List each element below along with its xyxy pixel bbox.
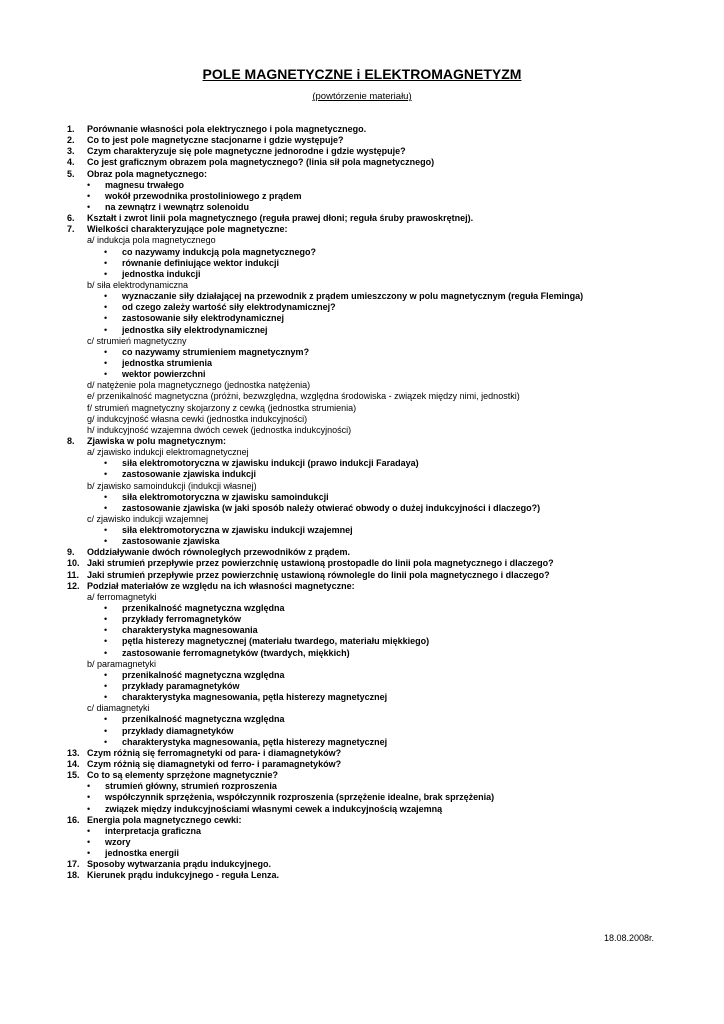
- item-number: 1.: [67, 124, 75, 134]
- bullet-icon: •: [104, 502, 108, 513]
- bullet-icon: •: [104, 714, 108, 725]
- numbered-item: [0, 213, 724, 224]
- question-list: [0, 124, 724, 882]
- bullet-text: współczynnik sprzężenia, współczynnik rozproszenia (sprzężenie idealne, brak sprzężenia): [105, 792, 495, 803]
- sub-item: [0, 481, 724, 492]
- bullet-text: przykłady paramagnetyków: [122, 681, 240, 692]
- item-number: 9.: [67, 547, 75, 558]
- item-number: 11.: [67, 569, 80, 580]
- numbered-item: [0, 135, 724, 146]
- bullet-icon: •: [104, 257, 108, 268]
- bullet-icon: •: [104, 669, 108, 680]
- sub-item-text: c/ zjawisko indukcji wzajemnej: [87, 513, 209, 524]
- item-number: 6.: [67, 213, 75, 224]
- item-number: 3.: [67, 146, 75, 157]
- bullet-item: [0, 525, 724, 536]
- bullet-item: [0, 269, 724, 280]
- sub-item-text: e/ przenikalność magnetyczna (próżni, bezwzględna, względna środowiska - związek między nimi, jednostki): [87, 391, 520, 402]
- item-number: 10.: [67, 558, 80, 569]
- bullet-item: [0, 726, 724, 737]
- bullet-item: [0, 369, 724, 380]
- bullet-icon: •: [104, 625, 108, 636]
- bullet-icon: •: [87, 803, 91, 814]
- bullet-icon: •: [104, 324, 108, 335]
- item-text: Porównanie własności pola elektrycznego i pola magnetycznego.: [87, 124, 367, 134]
- bullet-item: [0, 469, 724, 480]
- bullet-text: zastosowanie siły elektrodynamicznej: [122, 313, 285, 324]
- bullet-icon: •: [104, 614, 108, 625]
- item-text: Co to są elementy sprzężone magnetycznie?: [87, 770, 279, 781]
- bullet-item: [0, 258, 724, 269]
- bullet-text: interpretacja graficzna: [105, 825, 202, 836]
- item-text: Sposoby wytwarzania prądu indukcyjnego.: [87, 859, 272, 870]
- bullet-icon: •: [87, 781, 91, 792]
- bullet-icon: •: [87, 848, 91, 859]
- bullet-text: zastosowanie zjawiska: [122, 536, 220, 547]
- sub-item-text: a/ zjawisko indukcji elektromagnetycznej: [87, 447, 249, 458]
- bullet-icon: •: [87, 179, 91, 190]
- item-number: 5.: [67, 168, 75, 179]
- numbered-item: [0, 558, 724, 569]
- sub-item: [0, 703, 724, 714]
- sub-item: [0, 425, 724, 436]
- bullet-item: [0, 848, 724, 859]
- bullet-text: siła elektromotoryczna w zjawisku indukcji (prawo indukcji Faradaya): [122, 458, 419, 469]
- bullet-item: [0, 325, 724, 336]
- numbered-item: [0, 157, 724, 168]
- sub-item: [0, 403, 724, 414]
- sub-item-text: h/ indukcyjność wzajemna dwóch cewek (jednostka indukcyjności): [87, 424, 352, 435]
- bullet-icon: •: [104, 291, 108, 302]
- bullet-icon: •: [87, 201, 91, 212]
- sub-item-text: b/ zjawisko samoindukcji (indukcji własnej): [87, 480, 257, 491]
- item-text: Oddziaływanie dwóch równoległych przewodników z prądem.: [87, 547, 351, 558]
- item-text: Co to jest pole magnetyczne stacjonarne i gdzie występuje?: [87, 135, 344, 146]
- bullet-item: [0, 536, 724, 547]
- item-text: Jaki strumień przepływie przez powierzchnię ustawioną prostopadle do linii pola magnetycznego i dlaczego?: [87, 558, 554, 569]
- bullet-text: na zewnątrz i wewnątrz solenoidu: [105, 201, 250, 212]
- bullet-item: [0, 458, 724, 469]
- bullet-item: [0, 692, 724, 703]
- bullet-text: związek między indukcyjnościami własnymi cewek a indukcyjnością wzajemną: [105, 803, 443, 814]
- sub-item: [0, 659, 724, 670]
- bullet-text: jednostka strumienia: [122, 357, 213, 368]
- numbered-item: [0, 770, 724, 781]
- numbered-item: [0, 146, 724, 157]
- bullet-icon: •: [104, 647, 108, 658]
- bullet-text: pętla histerezy magnetycznej (materiału twardego, materiału miękkiego): [122, 636, 430, 647]
- sub-item: [0, 414, 724, 425]
- bullet-icon: •: [104, 346, 108, 357]
- bullet-text: przenikalność magnetyczna względna: [122, 603, 285, 614]
- bullet-item: [0, 191, 724, 202]
- numbered-item: [0, 748, 724, 759]
- sub-item-text: c/ diamagnetyki: [87, 703, 150, 714]
- bullet-item: [0, 681, 724, 692]
- item-text: Jaki strumień przepływie przez powierzchnię ustawioną równolegle do linii pola magnetycznego i dlaczego?: [87, 569, 550, 580]
- bullet-text: jednostka siły elektrodynamicznej: [122, 324, 268, 335]
- bullet-item: [0, 492, 724, 503]
- numbered-item: [0, 124, 724, 135]
- bullet-icon: •: [104, 458, 108, 469]
- item-number: 4.: [67, 157, 75, 168]
- bullet-item: [0, 781, 724, 792]
- bullet-item: [0, 347, 724, 358]
- numbered-item: [0, 169, 724, 180]
- numbered-item: [0, 581, 724, 592]
- bullet-text: siła elektromotoryczna w zjawisku samoindukcji: [122, 491, 329, 502]
- item-number: 14.: [67, 759, 80, 770]
- bullet-text: przenikalność magnetyczna względna: [122, 669, 285, 680]
- bullet-text: równanie definiujące wektor indukcji: [122, 257, 280, 268]
- bullet-item: [0, 714, 724, 725]
- numbered-item: [0, 436, 724, 447]
- item-number: 13.: [67, 747, 80, 758]
- bullet-icon: •: [104, 692, 108, 703]
- bullet-text: zastosowanie zjawiska indukcji: [122, 469, 257, 480]
- bullet-item: [0, 603, 724, 614]
- bullet-text: siła elektromotoryczna w zjawisku indukcji wzajemnej: [122, 525, 353, 536]
- item-number: 15.: [67, 770, 80, 781]
- item-text: Kierunek prądu indukcyjnego - reguła Lenza.: [87, 870, 280, 881]
- document-subtitle: (powtórzenie materiału): [312, 91, 412, 102]
- numbered-item: [0, 570, 724, 581]
- numbered-item: [0, 224, 724, 235]
- item-number: 7.: [67, 224, 75, 235]
- bullet-item: [0, 614, 724, 625]
- item-number: 12.: [67, 580, 80, 591]
- bullet-icon: •: [104, 725, 108, 736]
- sub-item-text: f/ strumień magnetyczny skojarzony z cewką (jednostka strumienia): [87, 402, 357, 413]
- bullet-item: [0, 358, 724, 369]
- bullet-text: wyznaczanie siły działającej na przewodnik z prądem umieszczony w polu magnetycznym (reguła Fleminga): [122, 291, 584, 302]
- item-text: Czym charakteryzuje się pole magnetyczne jednorodne i gdzie występuje?: [87, 146, 406, 157]
- bullet-text: charakterystyka magnesowania, pętla histerezy magnetycznej: [122, 736, 388, 747]
- bullet-item: [0, 737, 724, 748]
- bullet-item: [0, 804, 724, 815]
- bullet-text: wektor powierzchni: [122, 369, 206, 380]
- bullet-text: zastosowanie ferromagnetyków (twardych, miękkich): [122, 647, 350, 658]
- bullet-item: [0, 313, 724, 324]
- item-number: 17.: [67, 859, 80, 870]
- bullet-text: magnesu trwałego: [105, 179, 185, 190]
- item-text: Zjawiska w polu magnetycznym:: [87, 435, 227, 446]
- item-text: Czym różnią się diamagnetyki od ferro- i paramagnetyków?: [87, 759, 342, 770]
- bullet-icon: •: [104, 536, 108, 547]
- numbered-item: [0, 547, 724, 558]
- bullet-icon: •: [104, 302, 108, 313]
- bullet-item: [0, 291, 724, 302]
- bullet-item: [0, 837, 724, 848]
- bullet-icon: •: [87, 837, 91, 847]
- item-text: Kształt i zwrot linii pola magnetycznego (reguła prawej dłoni; reguła śruby prawoskrętnej).: [87, 213, 474, 224]
- bullet-item: [0, 826, 724, 837]
- numbered-item: [0, 859, 724, 870]
- bullet-item: [0, 302, 724, 313]
- bullet-item: [0, 202, 724, 213]
- item-number: 8.: [67, 435, 75, 446]
- sub-item: [0, 280, 724, 291]
- numbered-item: [0, 759, 724, 770]
- bullet-text: przenikalność magnetyczna względna: [122, 714, 285, 725]
- bullet-text: zastosowanie zjawiska (w jaki sposób należy otwierać obwody o dużej indukcyjności i dlaczego?): [122, 502, 541, 513]
- bullet-item: [0, 180, 724, 191]
- bullet-icon: •: [87, 825, 91, 836]
- item-text: Obraz pola magnetycznego:: [87, 168, 208, 179]
- bullet-item: [0, 503, 724, 514]
- bullet-icon: •: [104, 313, 108, 324]
- bullet-icon: •: [104, 603, 108, 614]
- numbered-item: [0, 870, 724, 881]
- item-text: Co jest graficznym obrazem pola magnetycznego? (linia sił pola magnetycznego): [87, 157, 435, 168]
- item-text: Wielkości charakteryzujące pole magnetyczne:: [87, 224, 288, 235]
- bullet-icon: •: [104, 491, 108, 502]
- bullet-item: [0, 670, 724, 681]
- bullet-text: charakterystyka magnesowania: [122, 625, 258, 636]
- bullet-icon: •: [104, 736, 108, 747]
- bullet-text: co nazywamy indukcją pola magnetycznego?: [122, 246, 317, 257]
- sub-item-text: g/ indukcyjność własna cewki (jednostka indukcyjności): [87, 413, 308, 424]
- bullet-text: od czego zależy wartość siły elektrodynamicznej?: [122, 302, 336, 313]
- item-text: Podział materiałów ze względu na ich własności magnetyczne:: [87, 580, 355, 591]
- item-text: Energia pola magnetycznego cewki:: [87, 814, 242, 825]
- bullet-item: [0, 625, 724, 636]
- numbered-item: [0, 815, 724, 826]
- bullet-icon: •: [104, 369, 108, 380]
- item-number: 16.: [67, 814, 80, 825]
- bullet-icon: •: [104, 636, 108, 647]
- bullet-text: przykłady diamagnetyków: [122, 725, 234, 736]
- bullet-icon: •: [87, 190, 91, 201]
- bullet-icon: •: [104, 469, 108, 480]
- document-date: 18.08.2008r.: [603, 933, 654, 943]
- bullet-icon: •: [104, 681, 108, 692]
- bullet-icon: •: [104, 246, 108, 257]
- sub-item-text: c/ strumień magnetyczny: [87, 335, 187, 346]
- bullet-icon: •: [87, 792, 91, 803]
- sub-item-text: d/ natężenie pola magnetycznego (jednostka natężenia): [87, 380, 311, 391]
- bullet-text: przykłady ferromagnetyków: [122, 614, 242, 625]
- sub-item-text: b/ siła elektrodynamiczna: [87, 279, 189, 290]
- item-number: 18.: [67, 870, 80, 881]
- sub-item: [0, 391, 724, 402]
- bullet-item: [0, 636, 724, 647]
- bullet-text: wzory: [105, 837, 131, 847]
- bullet-icon: •: [104, 357, 108, 368]
- bullet-text: charakterystyka magnesowania, pętla histerezy magnetycznej: [122, 692, 388, 703]
- bullet-item: [0, 247, 724, 258]
- item-text: Czym różnią się ferromagnetyki od para- i diamagnetyków?: [87, 747, 342, 758]
- bullet-item: [0, 648, 724, 659]
- bullet-text: jednostka energii: [105, 848, 180, 859]
- sub-item: [0, 380, 724, 391]
- bullet-icon: •: [104, 268, 108, 279]
- bullet-text: wokół przewodnika prostoliniowego z prądem: [105, 190, 302, 201]
- sub-item: [0, 336, 724, 347]
- document-title: POLE MAGNETYCZNE i ELEKTROMAGNETYZM: [202, 66, 522, 82]
- item-number: 2.: [67, 135, 75, 146]
- bullet-text: co nazywamy strumieniem magnetycznym?: [122, 346, 310, 357]
- bullet-text: strumień główny, strumień rozproszenia: [105, 781, 277, 792]
- sub-item-text: a/ ferromagnetyki: [87, 591, 157, 602]
- bullet-text: jednostka indukcji: [122, 268, 201, 279]
- sub-item: [0, 514, 724, 525]
- sub-item: [0, 447, 724, 458]
- sub-item: [0, 235, 724, 246]
- sub-item-text: b/ paramagnetyki: [87, 658, 157, 669]
- bullet-icon: •: [104, 525, 108, 536]
- sub-item: [0, 592, 724, 603]
- sub-item-text: a/ indukcja pola magnetycznego: [87, 235, 216, 246]
- bullet-item: [0, 792, 724, 803]
